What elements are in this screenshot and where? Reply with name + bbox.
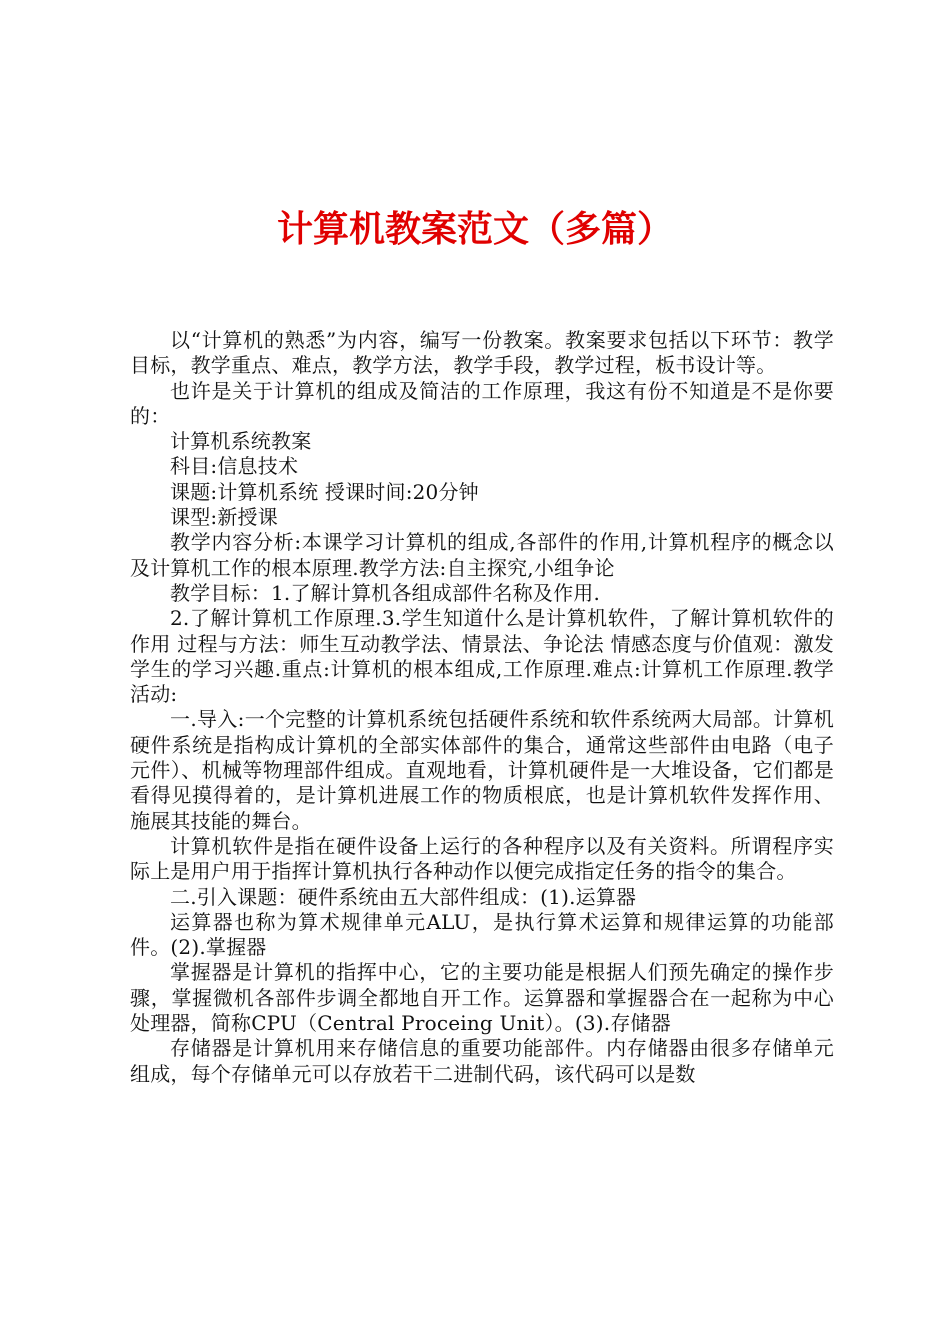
- document-title: 计算机教案范文（多篇）: [276, 208, 673, 250]
- paragraph: 教学目标：1.了解计算机各组成部件名称及作用.: [170, 580, 601, 605]
- paragraph: 也许是关于计算机的组成及简洁的工作原理，我这有份不知道是不是你要的：: [130, 378, 834, 428]
- document-body: [130, 328, 834, 1087]
- paragraph: 一.导入:一个完整的计算机系统包括硬件系统和软件系统两大局部。计算机硬件系统是指构成计算机的全部实体部件的集合，通常这些部件由电路（电子元件）、机械等物理部件组成。直观地看，计算机硬件是一大堆设备，它们都是看得见摸得着的，是计算机进展工作的物质根底，也是计算机软件发挥作用、施展其技能的舞台。: [130, 707, 834, 833]
- paragraph: 存储器是计算机用来存储信息的重要功能部件。内存储器由很多存储单元组成，每个存储单元可以存放若干二进制代码，该代码可以是数: [130, 1036, 834, 1086]
- paragraph: 课题:计算机系统 授课时间:20分钟: [170, 479, 479, 504]
- paragraph: 课型:新授课: [170, 505, 278, 530]
- paragraph: 掌握器是计算机的指挥中心，它的主要功能是根据人们预先确定的操作步骤，掌握微机各部件步调全都地自开工作。运算器和掌握器合在一起称为中心处理器，简称CPU（Central Proceing Unit）。(3).存储器: [130, 960, 834, 1036]
- paragraph: 计算机软件是指在硬件设备上运行的各种程序以及有关资料。所谓程序实际上是用户用于指挥计算机执行各种动作以便完成指定任务的指令的集合。: [130, 833, 834, 884]
- paragraph: 计算机系统教案: [170, 429, 312, 454]
- paragraph: 运算器也称为算术规律单元ALU，是执行算术运算和规律运算的功能部件。(2).掌握器: [130, 909, 834, 960]
- paragraph: 以“计算机的熟悉”为内容，编写一份教案。教案要求包括以下环节：教学目标，教学重点、难点，教学方法，教学手段，教学过程，板书设计等。: [130, 328, 834, 378]
- paragraph: 教学内容分析:本课学习计算机的组成,各部件的作用,计算机程序的概念以及计算机工作的根本原理.教学方法:自主探究,小组争论: [130, 530, 834, 580]
- paragraph: 科目:信息技术: [170, 454, 299, 479]
- paragraph: 二.引入课题：硬件系统由五大部件组成：(1).运算器: [170, 884, 637, 909]
- paragraph: 2.了解计算机工作原理.3.学生知道什么是计算机软件，了解计算机软件的作用 过程与方法：师生互动教学法、情景法、争论法 情感态度与价值观：激发学生的学习兴趣.重点:计算机的根本组成,工作原理.难点:计算机工作原理.教学活动:: [130, 606, 834, 707]
